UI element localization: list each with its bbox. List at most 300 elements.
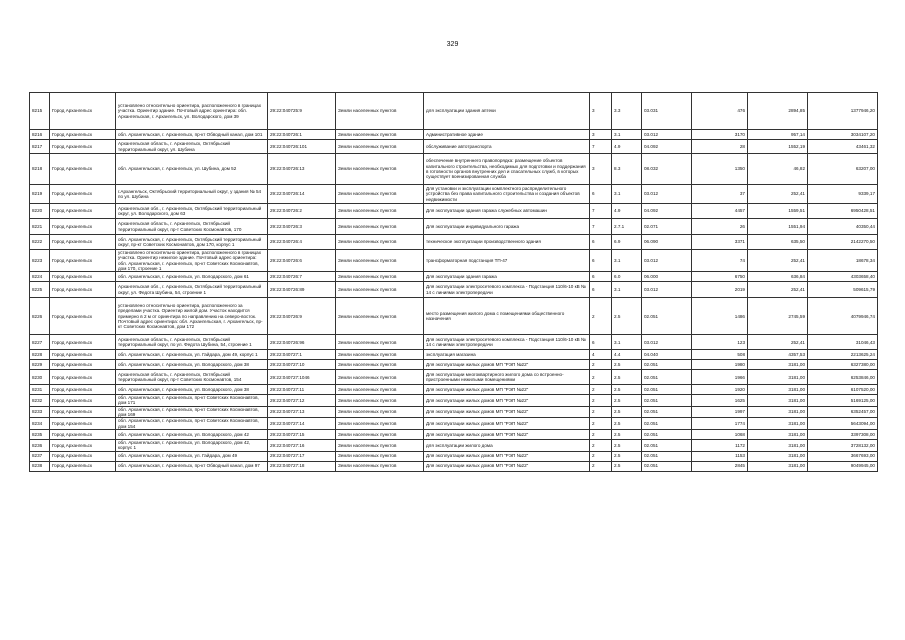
cadastral-number-cell: 29:22:040727:1046 bbox=[268, 370, 336, 385]
table-row bbox=[30, 93, 878, 130]
municipality-cell: Город Архангельск bbox=[50, 395, 116, 407]
land-category-cell: Земли населенных пунктов bbox=[336, 360, 424, 370]
address-cell: обл. Архангельская, г. Архангельск, пр-кт Обводный канал, дом 97 bbox=[116, 461, 268, 471]
row-number: 8221 bbox=[30, 219, 50, 235]
cadastral-value-cell: 5643094,00 bbox=[808, 418, 878, 430]
cadastral-number-cell: 29:22:040726:14 bbox=[268, 185, 336, 204]
specific-value-cell: 2745,59 bbox=[748, 298, 808, 335]
permitted-use-cell: Для эксплуатации индивидуального гаража bbox=[424, 219, 590, 235]
permitted-use-cell: Для эксплуатации жилых домов МП "РЭП №22" bbox=[424, 451, 590, 461]
table-row bbox=[30, 451, 878, 461]
permitted-use-cell: Для эксплуатации жилых домов МП "РЭП №22" bbox=[424, 429, 590, 439]
permitted-use-cell: Для эксплуатации электросетевого комплекса - Подстанция 110/6-10 кВ № 14 с линиями электропередачи bbox=[424, 335, 590, 350]
row-number: 8219 bbox=[30, 185, 50, 204]
group-code-cell: 7 bbox=[590, 140, 612, 154]
area-cell: 28 bbox=[692, 140, 748, 154]
land-category-cell: Земли населенных пунктов bbox=[336, 418, 424, 430]
area-cell: 1350 bbox=[692, 154, 748, 185]
area-cell: 1980 bbox=[692, 360, 748, 370]
specific-value-cell: 3181,00 bbox=[748, 429, 808, 439]
classifier-code-cell: 03.012 bbox=[642, 185, 692, 204]
municipality-cell: Город Архангельск bbox=[50, 335, 116, 350]
specific-value-cell: 3181,00 bbox=[748, 461, 808, 471]
table-row bbox=[30, 140, 878, 154]
cadastral-number-cell: 29:22:040727:18 bbox=[268, 461, 336, 471]
land-category-cell: Земли населенных пунктов bbox=[336, 272, 424, 282]
group-code-cell: 2 bbox=[590, 360, 612, 370]
area-cell: 1625 bbox=[692, 395, 748, 407]
table-row bbox=[30, 335, 878, 350]
municipality-cell: Город Архангельск bbox=[50, 140, 116, 154]
group-code-cell: 6 bbox=[590, 185, 612, 204]
permitted-use-cell: Для эксплуатации жилых домов МП "РЭП №22" bbox=[424, 461, 590, 471]
cadastral-number-cell: 29:22:040726:4 bbox=[268, 235, 336, 250]
municipality-cell: Город Архангельск bbox=[50, 130, 116, 140]
specific-value-cell: 636,84 bbox=[748, 272, 808, 282]
cadastral-value-cell: 4303658,40 bbox=[808, 272, 878, 282]
area-cell: 4457 bbox=[692, 204, 748, 219]
row-number: 8227 bbox=[30, 335, 50, 350]
row-number: 8238 bbox=[30, 461, 50, 471]
cadastral-value-cell: 9049945,00 bbox=[808, 461, 878, 471]
group-code-cell: 6 bbox=[590, 250, 612, 272]
municipality-cell: Город Архангельск bbox=[50, 154, 116, 185]
row-number: 8232 bbox=[30, 395, 50, 407]
row-number: 8231 bbox=[30, 385, 50, 395]
classifier-code-cell: 06.090 bbox=[642, 235, 692, 250]
permitted-use-cell: обеспечение внутреннего правопорядка: размещение объектов капитального строительства, необходимых для подготовки и поддержания в готовности органов внутренних дел и спасательных служб, в которых существует военизированная служба bbox=[424, 154, 590, 185]
address-cell: Архангельская область, г. Архангельск, Октябрьский территориальный округ, пр-т Советских Космонавтов, 170 bbox=[116, 219, 268, 235]
table-row bbox=[30, 272, 878, 282]
row-number: 8215 bbox=[30, 93, 50, 130]
permitted-use-cell: для эксплуатации здания аптеки bbox=[424, 93, 590, 130]
cadastral-value-cell: 6327380,00 bbox=[808, 360, 878, 370]
table-row bbox=[30, 185, 878, 204]
municipality-cell: Город Архангельск bbox=[50, 418, 116, 430]
address-cell: Архангельская обл., г. Архангельск, Октябрьский территориальный округ, ул. Федота Шубина, 54, строение 1 bbox=[116, 282, 268, 298]
cadastral-value-cell: 6950428,51 bbox=[808, 204, 878, 219]
classifier-code-cell: 02.051 bbox=[642, 461, 692, 471]
cadastral-value-cell: 63207,00 bbox=[808, 154, 878, 185]
area-cell: 1172 bbox=[692, 439, 748, 451]
specific-value-cell: 252,41 bbox=[748, 335, 808, 350]
use-code-cell: 3.1 bbox=[612, 185, 642, 204]
permitted-use-cell: техническое эксплуатации производственного здания bbox=[424, 235, 590, 250]
municipality-cell: Город Архангельск bbox=[50, 439, 116, 451]
land-category-cell: Земли населенных пунктов bbox=[336, 219, 424, 235]
land-category-cell: Земли населенных пунктов bbox=[336, 350, 424, 360]
permitted-use-cell: Для эксплуатации здания гаража bbox=[424, 272, 590, 282]
classifier-code-cell: 06.000 bbox=[642, 272, 692, 282]
use-code-cell: 2.5 bbox=[612, 406, 642, 418]
address-cell: установлено относительно ориентира, расположенного в границах участка. Ориентир нежилое здание. Почтовый адрес ориентира: обл. Архангельская, г. Архангельск, пр-кт Советских Космонавтов, дом 170, строение 1 bbox=[116, 250, 268, 272]
cadastral-number-cell: 29:22:040727:10 bbox=[268, 360, 336, 370]
land-category-cell: Земли населенных пунктов bbox=[336, 461, 424, 471]
classifier-code-cell: 04.040 bbox=[642, 350, 692, 360]
address-cell: обл. Архангельская, г. Архангельск, пр-кт Советских Космонавтов, дом 169 bbox=[116, 406, 268, 418]
row-number: 8225 bbox=[30, 282, 50, 298]
specific-value-cell: 1551,94 bbox=[748, 219, 808, 235]
use-code-cell: 4.4 bbox=[612, 350, 642, 360]
municipality-cell: Город Архангельск bbox=[50, 235, 116, 250]
table-row bbox=[30, 282, 878, 298]
cadastral-number-cell: 29:22:040727:12 bbox=[268, 395, 336, 407]
classifier-code-cell: 02.051 bbox=[642, 395, 692, 407]
row-number: 8218 bbox=[30, 154, 50, 185]
classifier-code-cell: 03.012 bbox=[642, 335, 692, 350]
area-cell: 123 bbox=[692, 335, 748, 350]
area-cell: 1153 bbox=[692, 451, 748, 461]
permitted-use-cell: Для эксплуатации электросетевого комплекса - Подстанция 110/6-10 кВ № 14 с линиями электропередачи bbox=[424, 282, 590, 298]
cadastral-value-cell: 2213625,24 bbox=[808, 350, 878, 360]
row-number: 8224 bbox=[30, 272, 50, 282]
specific-value-cell: 957,14 bbox=[748, 130, 808, 140]
group-code-cell: 2 bbox=[590, 461, 612, 471]
table-row bbox=[30, 154, 878, 185]
area-cell: 1068 bbox=[692, 429, 748, 439]
address-cell: обл. Архангельская, г. Архангельск, ул. Володарского, дом 42 bbox=[116, 429, 268, 439]
group-code-cell: 2 bbox=[590, 395, 612, 407]
classifier-code-cell: 04.092 bbox=[642, 140, 692, 154]
classifier-code-cell: 02.051 bbox=[642, 360, 692, 370]
municipality-cell: Город Архангельск bbox=[50, 429, 116, 439]
use-code-cell: 2.5 bbox=[612, 385, 642, 395]
classifier-code-cell: 02.051 bbox=[642, 418, 692, 430]
row-number: 8229 bbox=[30, 360, 50, 370]
use-code-cell: 4.9 bbox=[612, 140, 642, 154]
group-code-cell: 2 bbox=[590, 451, 612, 461]
permitted-use-cell: Административное здание bbox=[424, 130, 590, 140]
classifier-code-cell: 03.031 bbox=[642, 93, 692, 130]
land-category-cell: Земли населенных пунктов bbox=[336, 130, 424, 140]
classifier-code-cell: 08.032 bbox=[642, 154, 692, 185]
specific-value-cell: 3181,00 bbox=[748, 451, 808, 461]
use-code-cell: 2.5 bbox=[612, 418, 642, 430]
area-cell: 26 bbox=[692, 219, 748, 235]
area-cell: 2019 bbox=[692, 282, 748, 298]
cadastral-value-cell: 6253846,00 bbox=[808, 370, 878, 385]
table-row bbox=[30, 204, 878, 219]
table-row bbox=[30, 130, 878, 140]
address-cell: г.Архангельск, Октябрьский территориальный округ, у здания № 54 по ул. Шубина bbox=[116, 185, 268, 204]
table-row bbox=[30, 219, 878, 235]
area-cell: 6750 bbox=[692, 272, 748, 282]
land-category-cell: Земли населенных пунктов bbox=[336, 250, 424, 272]
cadastral-value-cell: 43461,32 bbox=[808, 140, 878, 154]
area-cell: 1920 bbox=[692, 385, 748, 395]
group-code-cell: 6 bbox=[590, 272, 612, 282]
group-code-cell: 6 bbox=[590, 335, 612, 350]
permitted-use-cell: для эксплуатации жилого дома bbox=[424, 439, 590, 451]
group-code-cell: 4 bbox=[590, 350, 612, 360]
cadastral-value-cell: 6107520,00 bbox=[808, 385, 878, 395]
address-cell: обл. Архангельская, г. Архангельск, ул. Гайдара, дом 49 bbox=[116, 451, 268, 461]
row-number: 8230 bbox=[30, 370, 50, 385]
use-code-cell: 2.5 bbox=[612, 395, 642, 407]
use-code-cell: 8.3 bbox=[612, 154, 642, 185]
classifier-code-cell: 02.051 bbox=[642, 298, 692, 335]
land-category-cell: Земли населенных пунктов bbox=[336, 335, 424, 350]
specific-value-cell: 252,41 bbox=[748, 250, 808, 272]
classifier-code-cell: 04.092 bbox=[642, 204, 692, 219]
specific-value-cell: 3181,00 bbox=[748, 439, 808, 451]
table-row bbox=[30, 418, 878, 430]
specific-value-cell: 3181,00 bbox=[748, 360, 808, 370]
specific-value-cell: 252,41 bbox=[748, 282, 808, 298]
group-code-cell: 2 bbox=[590, 439, 612, 451]
group-code-cell: 2 bbox=[590, 385, 612, 395]
row-number: 8236 bbox=[30, 439, 50, 451]
classifier-code-cell: 02.051 bbox=[642, 385, 692, 395]
use-code-cell: 3.1 bbox=[612, 130, 642, 140]
classifier-code-cell: 02.051 bbox=[642, 429, 692, 439]
group-code-cell: 3 bbox=[590, 154, 612, 185]
group-code-cell: 7 bbox=[590, 204, 612, 219]
municipality-cell: Город Архангельск bbox=[50, 219, 116, 235]
area-cell: 508 bbox=[692, 350, 748, 360]
use-code-cell: 6.0 bbox=[612, 272, 642, 282]
classifier-code-cell: 03.012 bbox=[642, 250, 692, 272]
specific-value-cell: 3181,00 bbox=[748, 395, 808, 407]
area-cell: 1997 bbox=[692, 406, 748, 418]
use-code-cell: 3.3 bbox=[612, 93, 642, 130]
cadastral-value-cell: 3667693,00 bbox=[808, 451, 878, 461]
cadastral-number-cell: 29:22:040727:11 bbox=[268, 385, 336, 395]
cadastral-value-cell: 3728132,00 bbox=[808, 439, 878, 451]
table-row bbox=[30, 461, 878, 471]
table-row bbox=[30, 350, 878, 360]
area-cell: 74 bbox=[692, 250, 748, 272]
cadastral-value-cell: 18678,34 bbox=[808, 250, 878, 272]
address-cell: Архангельская область, г. Архангельск, Октябрьский территориальный округ, пр-т Советских Космонавтов, 154 bbox=[116, 370, 268, 385]
specific-value-cell: 3181,00 bbox=[748, 406, 808, 418]
address-cell: обл. Архангельская, г. Архангельск, ул. Володарского, дом 61 bbox=[116, 272, 268, 282]
classifier-code-cell: 02.051 bbox=[642, 451, 692, 461]
land-registry-table bbox=[29, 92, 878, 472]
address-cell: обл. Архангельская, г. Архангельск, ул. Володарского, дом 38 bbox=[116, 385, 268, 395]
permitted-use-cell: место размещения жилого дома с помещениями общественного назначения bbox=[424, 298, 590, 335]
address-cell: обл. Архангельская, г. Архангельск, пр-кт Советских Космонавтов, дом 171 bbox=[116, 395, 268, 407]
cadastral-number-cell: 29:22:040726:1 bbox=[268, 130, 336, 140]
cadastral-value-cell: 6352457,00 bbox=[808, 406, 878, 418]
land-category-cell: Земли населенных пунктов bbox=[336, 370, 424, 385]
table-row bbox=[30, 298, 878, 335]
table-row bbox=[30, 385, 878, 395]
address-cell: установлено относительно ориентира, расположенного за пределами участка. Ориентир жилой дом. Участок находится примерно в 2 м от ориентира по направлению на северо-восток. Почтовый адрес ориентира: обл. Архангельская, г. Архангельск, пр-кт Советских Космонавтов, дом 172 bbox=[116, 298, 268, 335]
land-category-cell: Земли населенных пунктов bbox=[336, 140, 424, 154]
area-cell: 3170 bbox=[692, 130, 748, 140]
permitted-use-cell: Для эксплуатации жилых домов МП "РЭП №22" bbox=[424, 360, 590, 370]
land-category-cell: Земли населенных пунктов bbox=[336, 298, 424, 335]
group-code-cell: 3 bbox=[590, 130, 612, 140]
cadastral-number-cell: 29:22:040727:15 bbox=[268, 429, 336, 439]
row-number: 8226 bbox=[30, 298, 50, 335]
municipality-cell: Город Архангельск bbox=[50, 350, 116, 360]
classifier-code-cell: 02.051 bbox=[642, 370, 692, 385]
specific-value-cell: 635,50 bbox=[748, 235, 808, 250]
permitted-use-cell: Для эксплуатации жилых домов МП "РЭП №22" bbox=[424, 418, 590, 430]
use-code-cell: 2.5 bbox=[612, 360, 642, 370]
table-row bbox=[30, 360, 878, 370]
cadastral-number-cell: 29:22:040727:13 bbox=[268, 406, 336, 418]
area-cell: 1774 bbox=[692, 418, 748, 430]
cadastral-value-cell: 3034107,20 bbox=[808, 130, 878, 140]
address-cell: обл. Архангельская, г. Архангельск, ул. Володарского, дом 38 bbox=[116, 360, 268, 370]
permitted-use-cell: Для эксплуатации здания гаража служебных автомашин bbox=[424, 204, 590, 219]
page-number: 329 bbox=[446, 41, 459, 48]
address-cell: обл. Архангельская, г. Архангельск, ул. Шубина, дом 52 bbox=[116, 154, 268, 185]
cadastral-value-cell: 9339,17 bbox=[808, 185, 878, 204]
municipality-cell: Город Архангельск bbox=[50, 282, 116, 298]
permitted-use-cell: Для эксплуатации жилых домов МП "РЭП №22" bbox=[424, 385, 590, 395]
cadastral-value-cell: 2142270,50 bbox=[808, 235, 878, 250]
cadastral-value-cell: 3397308,00 bbox=[808, 429, 878, 439]
area-cell: 1486 bbox=[692, 298, 748, 335]
land-category-cell: Земли населенных пунктов bbox=[336, 385, 424, 395]
cadastral-value-cell: 5169125,00 bbox=[808, 395, 878, 407]
classifier-code-cell: 02.071 bbox=[642, 219, 692, 235]
municipality-cell: Город Архангельск bbox=[50, 93, 116, 130]
land-category-cell: Земли населенных пунктов bbox=[336, 185, 424, 204]
municipality-cell: Город Архангельск bbox=[50, 204, 116, 219]
table-row bbox=[30, 235, 878, 250]
use-code-cell: 6.9 bbox=[612, 235, 642, 250]
specific-value-cell: 46,82 bbox=[748, 154, 808, 185]
use-code-cell: 3.1 bbox=[612, 250, 642, 272]
land-category-cell: Земли населенных пунктов bbox=[336, 93, 424, 130]
specific-value-cell: 3181,00 bbox=[748, 385, 808, 395]
municipality-cell: Город Архангельск bbox=[50, 406, 116, 418]
cadastral-number-cell: 29:22:040725:9 bbox=[268, 93, 336, 130]
row-number: 8222 bbox=[30, 235, 50, 250]
use-code-cell: 4.9 bbox=[612, 204, 642, 219]
classifier-code-cell: 02.051 bbox=[642, 406, 692, 418]
cadastral-number-cell: 29:22:040726:89 bbox=[268, 282, 336, 298]
table-body bbox=[30, 93, 878, 472]
land-category-cell: Земли населенных пунктов bbox=[336, 395, 424, 407]
address-cell: Архангельская область, г. Архангельск, Октябрьский территориальный округ, ул. Шубина bbox=[116, 140, 268, 154]
municipality-cell: Город Архангельск bbox=[50, 185, 116, 204]
specific-value-cell: 1552,19 bbox=[748, 140, 808, 154]
group-code-cell: 2 bbox=[590, 418, 612, 430]
area-cell: 3371 bbox=[692, 235, 748, 250]
address-cell: обл. Архангельская, г. Архангельск, ул. Гайдара, дом 49, корпус 1 bbox=[116, 350, 268, 360]
land-category-cell: Земли населенных пунктов bbox=[336, 406, 424, 418]
land-category-cell: Земли населенных пунктов bbox=[336, 282, 424, 298]
group-code-cell: 6 bbox=[590, 282, 612, 298]
land-category-cell: Земли населенных пунктов bbox=[336, 235, 424, 250]
cadastral-number-cell: 29:22:040727:17 bbox=[268, 451, 336, 461]
municipality-cell: Город Архангельск bbox=[50, 298, 116, 335]
row-number: 8217 bbox=[30, 140, 50, 154]
row-number: 8234 bbox=[30, 418, 50, 430]
group-code-cell: 7 bbox=[590, 219, 612, 235]
land-category-cell: Земли населенных пунктов bbox=[336, 439, 424, 451]
municipality-cell: Город Архангельск bbox=[50, 451, 116, 461]
use-code-cell: 3.1 bbox=[612, 282, 642, 298]
address-cell: обл. Архангельская, г. Архангельск, Октябрьский территориальный округ, пр-кт Советских Космонавтов, дом 170, корпус 1 bbox=[116, 235, 268, 250]
address-cell: обл. Архангельская, г. Архангельск, ул. Володарского, дом 42, корпус 1 bbox=[116, 439, 268, 451]
cadastral-number-cell: 29:22:040726:7 bbox=[268, 272, 336, 282]
address-cell: Архангельская обл., г. Архангельск, Октябрьский территориальный округ, ул. Володарского, дом 63 bbox=[116, 204, 268, 219]
cadastral-value-cell: 1377946,20 bbox=[808, 93, 878, 130]
cadastral-value-cell: 509615,79 bbox=[808, 282, 878, 298]
municipality-cell: Город Архангельск bbox=[50, 385, 116, 395]
use-code-cell: 2.5 bbox=[612, 429, 642, 439]
specific-value-cell: 4357,53 bbox=[748, 350, 808, 360]
classifier-code-cell: 03.012 bbox=[642, 130, 692, 140]
group-code-cell: 2 bbox=[590, 298, 612, 335]
use-code-cell: 2.5 bbox=[612, 298, 642, 335]
cadastral-number-cell: 29:22:040727:16 bbox=[268, 439, 336, 451]
specific-value-cell: 1559,51 bbox=[748, 204, 808, 219]
group-code-cell: 2 bbox=[590, 429, 612, 439]
address-cell: обл. Архангельская, г. Архангельск, пр-кт Советских Космонавтов, дом 154 bbox=[116, 418, 268, 430]
cadastral-number-cell: 29:22:040726:6 bbox=[268, 250, 336, 272]
permitted-use-cell: Для эксплуатации жилых домов МП "РЭП №22" bbox=[424, 395, 590, 407]
address-cell: Архангельская область, г. Архангельск, Октябрьский территориальный округ, по ул. Федота Шубина, 54, строение 1 bbox=[116, 335, 268, 350]
cadastral-number-cell: 29:22:040726:9 bbox=[268, 298, 336, 335]
use-code-cell: 2.7.1 bbox=[612, 219, 642, 235]
use-code-cell: 2.5 bbox=[612, 461, 642, 471]
permitted-use-cell: трансформаторная подстанция ТП-47 bbox=[424, 250, 590, 272]
permitted-use-cell: эксплуатация магазина bbox=[424, 350, 590, 360]
table-row bbox=[30, 439, 878, 451]
table-row bbox=[30, 395, 878, 407]
cadastral-number-cell: 29:22:040726:101 bbox=[268, 140, 336, 154]
use-code-cell: 2.5 bbox=[612, 439, 642, 451]
use-code-cell: 2.5 bbox=[612, 370, 642, 385]
municipality-cell: Город Архангельск bbox=[50, 272, 116, 282]
row-number: 8235 bbox=[30, 429, 50, 439]
area-cell: 1966 bbox=[692, 370, 748, 385]
address-cell: установлено относительно ориентира, расположенного в границах участка. Ориентир здание. Почтовый адрес ориентира: обл. Архангельская, г. Архангельск, ул. Володарского, дом 39 bbox=[116, 93, 268, 130]
row-number: 8233 bbox=[30, 406, 50, 418]
area-cell: 476 bbox=[692, 93, 748, 130]
specific-value-cell: 3181,00 bbox=[748, 370, 808, 385]
municipality-cell: Город Архангельск bbox=[50, 250, 116, 272]
table-row bbox=[30, 429, 878, 439]
permitted-use-cell: Для эксплуатации многоквартирного жилого дома со встроенно-пристроенными нежилыми помещениями bbox=[424, 370, 590, 385]
specific-value-cell: 3181,00 bbox=[748, 418, 808, 430]
land-category-cell: Земли населенных пунктов bbox=[336, 451, 424, 461]
row-number: 8228 bbox=[30, 350, 50, 360]
permitted-use-cell: Для установки и эксплуатации комплектного распределительного устройства без права капитального строительства и создания объектов недвижимости bbox=[424, 185, 590, 204]
row-number: 8216 bbox=[30, 130, 50, 140]
municipality-cell: Город Архангельск bbox=[50, 370, 116, 385]
table-row bbox=[30, 250, 878, 272]
municipality-cell: Город Архангельск bbox=[50, 461, 116, 471]
area-cell: 2845 bbox=[692, 461, 748, 471]
row-number: 8237 bbox=[30, 451, 50, 461]
use-code-cell: 2.5 bbox=[612, 451, 642, 461]
group-code-cell: 6 bbox=[590, 235, 612, 250]
address-cell: обл. Архангельская, г. Архангельск, пр-кт Обводный канал, дом 101 bbox=[116, 130, 268, 140]
group-code-cell: 2 bbox=[590, 370, 612, 385]
cadastral-number-cell: 29:22:040727:1 bbox=[268, 350, 336, 360]
table-row bbox=[30, 406, 878, 418]
classifier-code-cell: 03.012 bbox=[642, 282, 692, 298]
cadastral-value-cell: 4079946,74 bbox=[808, 298, 878, 335]
land-category-cell: Земли населенных пунктов bbox=[336, 204, 424, 219]
cadastral-number-cell: 29:22:040726:13 bbox=[268, 154, 336, 185]
group-code-cell: 2 bbox=[590, 406, 612, 418]
use-code-cell: 3.1 bbox=[612, 335, 642, 350]
table-row bbox=[30, 370, 878, 385]
specific-value-cell: 2894,85 bbox=[748, 93, 808, 130]
group-code-cell: 3 bbox=[590, 93, 612, 130]
cadastral-value-cell: 31046,43 bbox=[808, 335, 878, 350]
